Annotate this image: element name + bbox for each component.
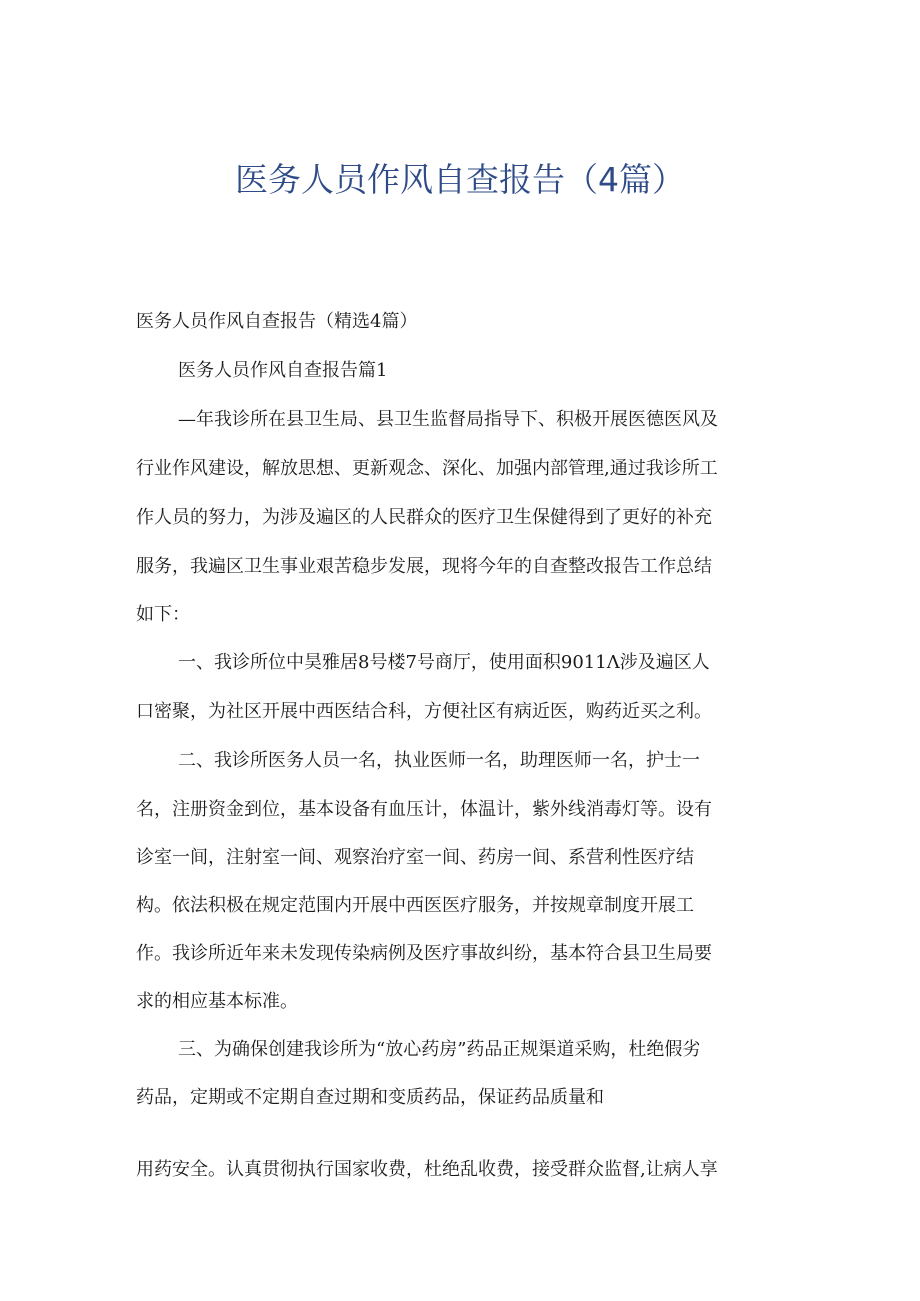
document-title: 医务人员作风自查报告（4篇）	[235, 160, 685, 199]
paragraph-line: 诊室一间，注射室一间、观察治疗室一间、药房一间、系营利性医疗结	[136, 847, 694, 868]
paragraph-line: 如下：	[136, 604, 190, 625]
paragraph-line: 构。依法积极在规定范围内开展中西医医疗服务，并按规章制度开展工	[136, 895, 694, 916]
paragraph-line: 服务，我遍区卫生事业艰苦稳步发展，现将今年的自查整改报告工作总结	[136, 556, 712, 577]
paragraph-line: 口密聚，为社区开展中西医结合科，方便社区有病近医，购药近买之利。	[136, 701, 712, 722]
paragraph-line: 求的相应基本标准。	[136, 991, 298, 1012]
paragraph-line: 作。我诊所近年来未发现传染病例及医疗事故纠纷，基本符合县卫生局要	[136, 943, 712, 964]
paragraph-line: 三、为确保创建我诊所为“放心药房”药品正规渠道采购，杜绝假劣	[178, 1039, 701, 1060]
paragraph-line: —年我诊所在县卫生局、县卫生监督局指导下、积极开展医德医风及	[178, 409, 718, 430]
paragraph-line: 行业作风建设，解放思想、更新观念、深化、加强内部管理,通过我诊所工	[136, 458, 718, 479]
paragraph-line: 药品，定期或不定期自查过期和变质药品，保证药品质量和	[136, 1087, 604, 1108]
subtitle-line: 医务人员作风自查报告（精选4篇）	[136, 311, 418, 332]
paragraph-line: 用药安全。认真贯彻执行国家收费，杜绝乱收费，接受群众监督,让病人享	[136, 1159, 718, 1180]
paragraph-line: 二、我诊所医务人员一名，执业医师一名，助理医师一名，护士一	[178, 750, 700, 771]
paragraph-line: 作人员的努力，为涉及遍区的人民群众的医疗卫生保健得到了更好的补充	[136, 507, 712, 528]
paragraph-line: 名，注册资金到位，基本设备有血压计，体温计，紫外线消毒灯等。设有	[136, 799, 712, 820]
section-heading: 医务人员作风自查报告篇1	[178, 360, 388, 381]
paragraph-line: 一、我诊所位中昊雅居8号楼7号商厅，使用面积9011Λ涉及遍区人	[178, 652, 710, 673]
